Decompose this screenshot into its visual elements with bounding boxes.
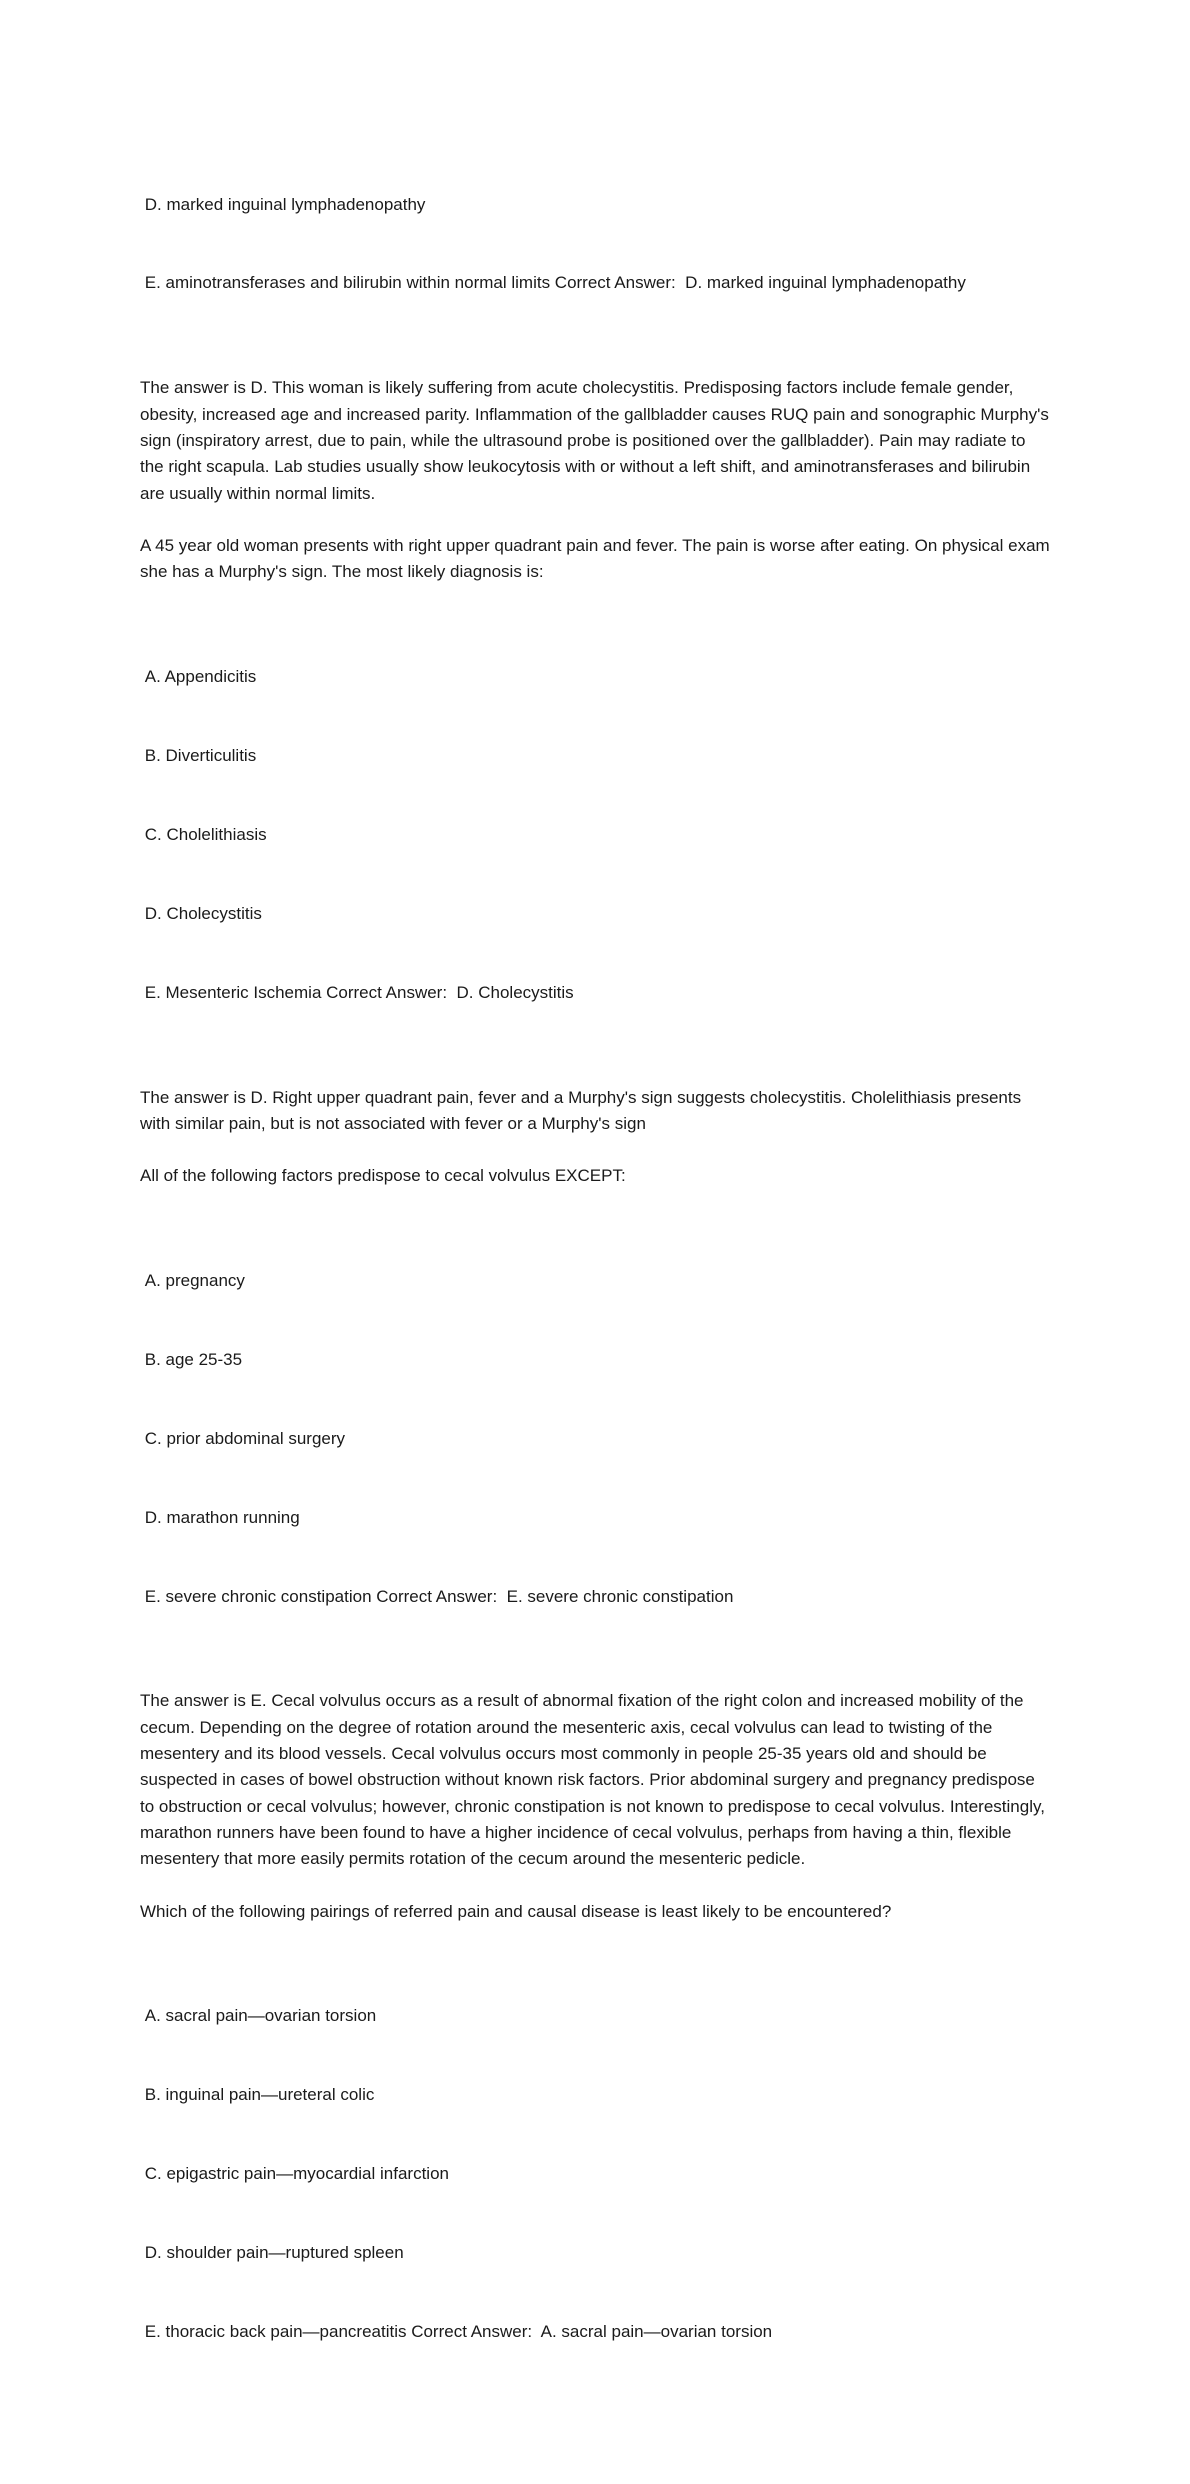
option-line: D. marathon running — [140, 1507, 300, 1527]
explanation-paragraph: The answer is D. This woman is likely suffering from acute cholecystitis. Predisposing factors include female gender, obesity, increased age and increased parity. Inflammation of the gallbladder causes RUQ pain and sonographic Murphy's sign (inspiratory arrest, due to pain, while the ultrasound probe is positioned over the gallbladder). Pain may radiate to the right scapula. Lab studies usually show leukocytosis with or without a left shift, and aminotransferases and bilirubin are usually within normal limits. — [140, 378, 1054, 503]
option-line: D. marked inguinal lymphadenopathy — [140, 194, 426, 214]
question-paragraph: All of the following factors predispose to cecal volvulus EXCEPT: — [140, 1166, 626, 1186]
option-line: D. Cholecystitis — [140, 903, 262, 923]
explanation-paragraph: The answer is E. Cecal volvulus occurs as a result of abnormal fixation of the right colon and increased mobility of the cecum. Depending on the degree of rotation around the mesenteric axis, cecal volvulus can lead to twisting of the mesentery and its blood vessels. Cecal volvulus occurs most commonly in people 25-35 years old and should be suspected in cases of bowel obstruction without known risk factors. Prior abdominal surgery and pregnancy predispose to obstruction or cecal volvulus; however, chronic constipation is not known to predispose to cecal volvulus. Interestingly, marathon runners have been found to have a higher incidence of cecal volvulus, perhaps from having a thin, flexible mesentery that more easily permits rotation of the cecum around the mesenteric pedicle. — [140, 1691, 1050, 1869]
question-paragraph: Which of the following pairings of referred pain and causal disease is least likely to be encountered? — [140, 1901, 892, 1921]
option-line: B. Diverticulitis — [140, 745, 257, 765]
option-line: A. Appendicitis — [140, 667, 257, 687]
question-paragraph: A 45 year old woman presents with right upper quadrant pain and fever. The pain is worse after eating. On physical exam she has a Murphy's sign. The most likely diagnosis is: — [140, 535, 1055, 582]
option-line: E. aminotransferases and bilirubin within normal limits Correct Answer: D. marked inguinal lymphadenopathy — [140, 273, 966, 293]
answer-options-block — [140, 1215, 1050, 1662]
option-line: E. severe chronic constipation Correct Answer: E. severe chronic constipation — [140, 1586, 734, 1606]
answer-options-block — [140, 139, 1050, 349]
option-line: E. thoracic back pain—pancreatitis Correct Answer: A. sacral pain—ovarian torsion — [140, 2321, 773, 2341]
answer-options-block — [140, 1951, 1050, 2398]
option-line: C. Cholelithiasis — [140, 824, 267, 844]
option-line: C. epigastric pain—myocardial infarction — [140, 2164, 449, 2184]
option-line: A. sacral pain—ovarian torsion — [140, 2006, 377, 2026]
explanation-paragraph: The answer is D. Right upper quadrant pain, fever and a Murphy's sign suggests cholecystitis. Cholelithiasis presents with similar pain, but is not associated with fever or a Murphy's sign — [140, 1087, 1026, 1133]
option-line: B. age 25-35 — [140, 1349, 243, 1369]
option-line: C. prior abdominal surgery — [140, 1428, 346, 1448]
option-line: B. inguinal pain—ureteral colic — [140, 2085, 375, 2105]
answer-options-block — [140, 611, 1050, 1058]
option-line: E. Mesenteric Ischemia Correct Answer: D. Cholecystitis — [140, 982, 574, 1002]
option-line: A. pregnancy — [140, 1270, 245, 1290]
option-line: D. shoulder pain—ruptured spleen — [140, 2243, 404, 2263]
